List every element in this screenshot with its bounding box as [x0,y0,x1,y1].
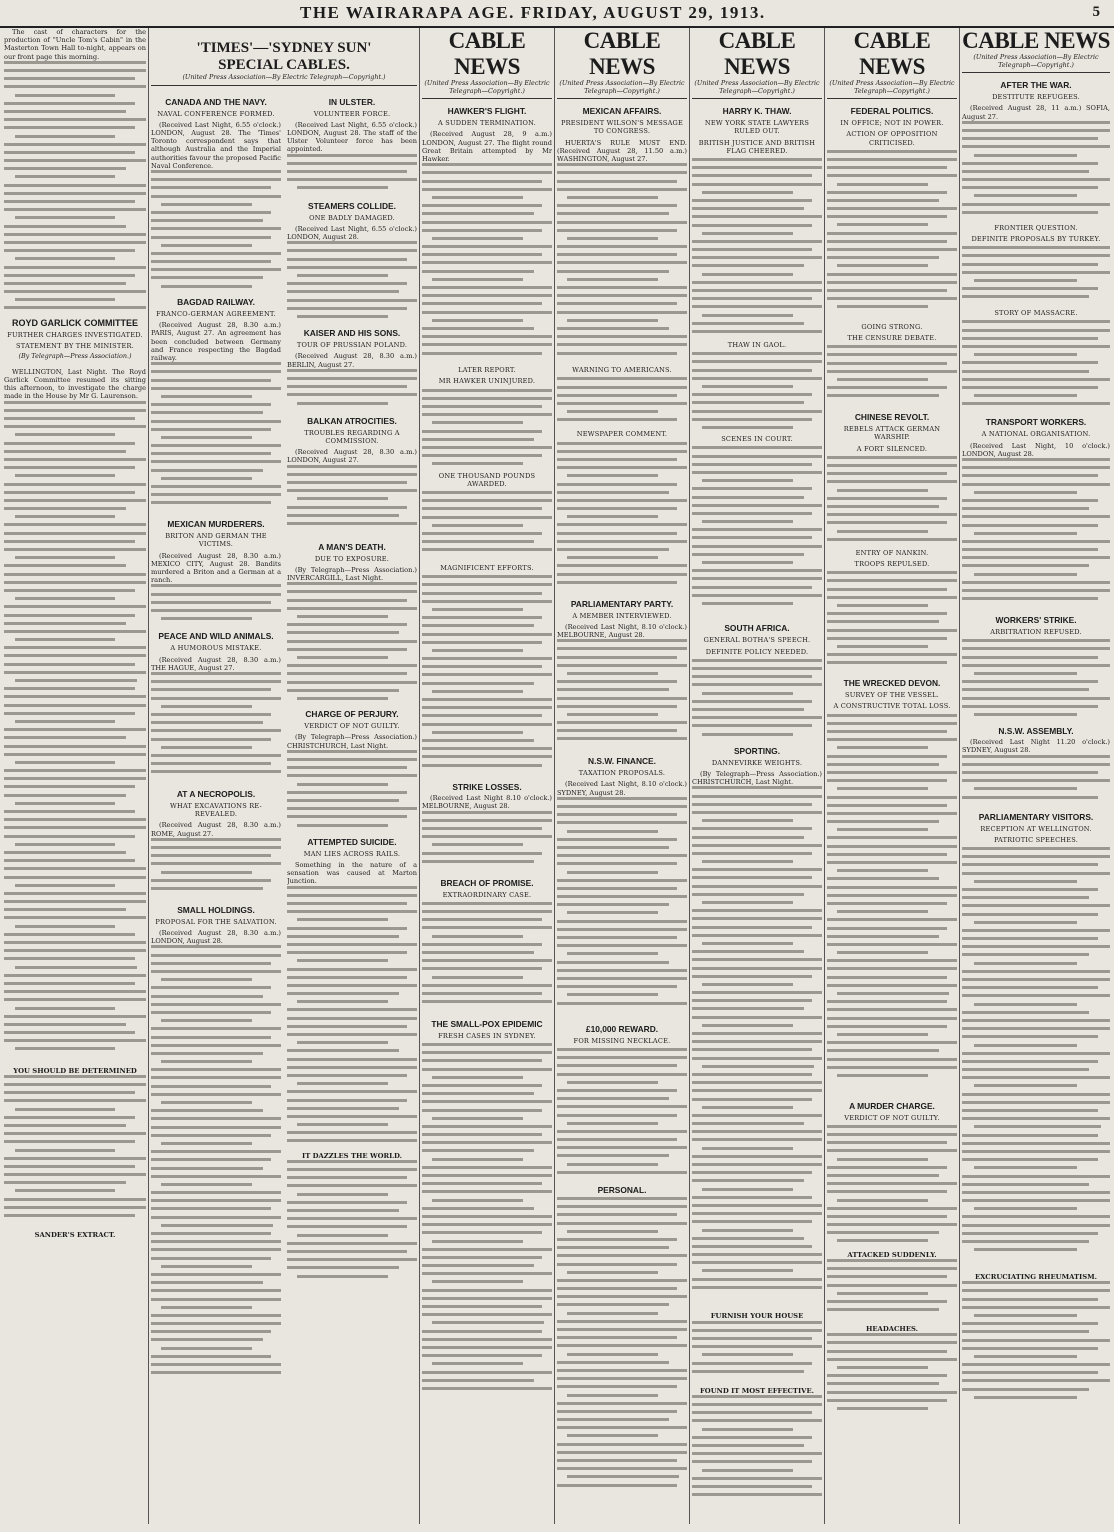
section-banner: CABLE NEWS [962,28,1110,53]
subheading: NEW YORK STATE LAWYERS RULED OUT. [704,119,810,136]
text-body [692,786,822,1306]
article [557,1185,687,1497]
text-body [151,672,281,782]
advertisement-text [692,1321,822,1381]
headline: PARLIAMENTARY PARTY. [570,598,674,609]
text-body [827,1125,957,1245]
headline: CHINESE REVOLT. [854,412,930,423]
subheading: BRITON AND GERMAN THE VICTIMS. [165,532,267,549]
article [827,412,957,546]
article-body: (Received Last Night, 6.55 o'clock.) LONDON, August 28. [287,224,417,242]
text-body [827,571,957,671]
subheading: TAXATION PROPOSALS. [578,769,666,778]
credit-line: (United Press Association—By Electric Telegraph—Copyright.) [692,80,822,99]
text-body [557,1048,687,1178]
text-body [287,582,417,702]
advertisement-heading: IT DAZZLES THE WORLD. [302,1151,402,1160]
section-title: SPECIAL CABLES. [218,57,350,73]
article-body: (Received August 28, 8.30 a.m.) MEXICO CITY, August 28. Bandits murdered a Briton and a German at a ranch. [151,551,281,585]
text-body [557,797,687,1017]
advertisement [287,1152,417,1280]
article [151,519,281,624]
article [287,709,417,830]
credit-line: (United Press Association—By Electric Telegraph—Copyright.) [151,74,417,86]
text-body [287,886,417,1146]
advertisement-heading: FURNISH YOUR HOUSE [710,1312,804,1321]
masthead-title: THE WAIRARAPA AGE. FRIDAY, AUGUST 29, 1913. [300,3,766,22]
headline: N.S.W. ASSEMBLY. [998,726,1074,737]
headline: AT A NECROPOLIS. [176,789,256,800]
subheading: ONE BADLY DAMAGED. [309,213,395,222]
subcolumn-right [287,90,417,1386]
text-body [692,446,822,616]
advertisement-signature: SANDER'S EXTRACT. [34,1230,116,1239]
headline: HARRY K. THAW. [722,106,792,117]
column-rule [689,28,690,1524]
column-cable-news-4 [827,28,957,1524]
text-body [287,465,417,535]
subheading: ACTION OF OPPOSITION CRITICISED. [846,130,938,147]
article [287,416,417,535]
text-body [962,755,1110,805]
text-body [692,158,822,338]
text-body [422,902,552,1012]
subheading: THE CENSURE DEBATE. [847,334,937,342]
subheading: A HUMOROUS MISTAKE. [170,644,262,653]
text-body [422,389,552,469]
text-body [557,163,687,363]
article [827,106,957,320]
subheading: MAN LIES ACROSS RAILS. [303,849,401,858]
text-body [827,345,957,405]
subheading: PATRIOTIC SPEECHES. [993,835,1079,844]
subheading: ONE THOUSAND POUNDS AWARDED. [438,471,536,488]
subheading: FRANCO-GERMAN AGREEMENT. [156,310,276,319]
text-body [962,639,1110,719]
subheading: VOLUNTEER FORCE. [313,109,391,118]
column-rule [959,28,960,1524]
article [692,435,822,616]
column-rule [824,28,825,1524]
subheading: FRESH CASES IN SYDNEY. [438,1031,536,1040]
text-body [962,458,1110,608]
article [287,542,417,703]
article [422,472,552,561]
headline: WORKERS' STRIKE. [995,615,1077,626]
subheading: GOING STRONG. [861,322,923,331]
headline: TRANSPORT WORKERS. [985,417,1087,428]
advertisement-text [827,1333,957,1413]
article [557,106,687,363]
headline: A MURDER CHARGE. [849,1100,935,1111]
text-body [151,838,281,898]
column-rule [554,28,555,1524]
article [287,837,417,1146]
subheading: TOUR OF PRUSSIAN POLAND. [296,341,408,350]
article [422,106,552,363]
section-banner: CABLE NEWS [853,28,931,79]
text-body [151,362,281,512]
page-number: 5 [1092,4,1100,20]
article-body: (Received August 28, 8.30 a.m.) PARIS, August 27. An agreement has been concluded between Germany and France respecting the Bagdad railway. [151,321,281,363]
subheading: NAVAL CONFERENCE FORMED. [157,109,275,118]
column-cable-news-2 [557,28,687,1524]
column-cable-news-3 [692,28,822,1524]
subheading: STORY OF MASSACRE. [994,309,1078,318]
subheading: FURTHER CHARGES INVESTIGATED. [7,330,143,339]
headline: THE WRECKED DEVON. [843,678,941,689]
article-body: (Received August 28, 11 a.m.) SOFIA, August 27. [962,104,1110,121]
text-body [962,121,1110,221]
article [962,812,1110,1267]
headline: SPORTING. [733,745,781,756]
article [422,878,552,1012]
headline: THE SMALL-POX EPIDEMIC [431,1018,543,1029]
text-body [827,714,957,1094]
subheading: MR HAWKER UNINJURED. [438,377,536,386]
subheading: A FORT SILENCED. [856,444,928,453]
article [557,366,687,427]
text-body [4,401,146,1061]
text-body [557,377,687,427]
subheading: IN OFFICE; NOT IN POWER. [840,119,944,128]
subheading: NEWSPAPER COMMENT. [576,430,668,439]
article [962,80,1110,221]
credit-line: (United Press Association—By Electric Telegraph—Copyright.) [422,80,552,99]
subheading: RECEPTION AT WELLINGTON. [980,824,1092,833]
article-body: (Received Last Night, 8.10 o'clock.) MELBOURNE, August 28. [557,622,687,640]
advertisement-heading: YOU SHOULD BE DETERMINED [13,1066,137,1075]
subheading: A SUDDEN TERMINATION. [438,119,536,128]
article-body: (Received Last Night 11.20 o'clock.) SYDNEY, August 28. [962,738,1110,755]
article [962,309,1110,410]
headline: HAWKER'S FLIGHT. [447,106,527,117]
advertisement-heading: EXCRUCIATING RHEUMATISM. [974,1273,1098,1282]
subheading: FOR MISSING NECKLACE. [573,1036,671,1045]
text-body [422,1043,552,1403]
headline: BREACH OF PROMISE. [440,877,534,888]
article-body: (Received Last Night, 10 o'clock.) LONDON, August 28. [962,441,1110,458]
subheading: A CONSTRUCTIVE TOTAL LOSS. [833,702,951,711]
subheading: ENTRY OF NANKIN. [855,548,929,557]
subheading: A MEMBER INTERVIEWED. [572,611,672,620]
article [422,782,552,870]
article [557,756,687,1017]
headline: ROYD GARLICK COMMITTEE [12,317,138,328]
headline: N.S.W. FINANCE. [588,756,656,767]
text-body [827,150,957,320]
subheading: FRONTIER QUESTION. [994,223,1078,232]
advertisement-text [692,1395,822,1505]
headline: CHARGE OF PERJURY. [305,709,399,720]
advertisement-text [962,1281,1110,1401]
headline: SOUTH AFRICA. [724,623,790,634]
article [827,323,957,405]
subheading: SURVEY OF THE VESSEL. [845,691,939,700]
subheading: LATER REPORT. [458,366,516,375]
subheading: STATEMENT BY THE MINISTER. [16,342,134,351]
column-cable-news-5 [962,28,1110,1524]
article [827,678,957,1093]
article [827,549,957,671]
article-body: (Received August 28, 8.30 a.m.) LONDON, August 27. [287,448,417,465]
text-body [827,456,957,546]
advertisement-heading: FOUND IT MOST EFFECTIVE. [699,1386,814,1395]
article [151,905,281,1386]
subheading: GENERAL BOTHA'S SPEECH. [703,636,811,645]
article [422,366,552,468]
article [692,106,822,338]
headline: BAGDAD RAILWAY. [177,297,255,308]
column-cable-news-1 [422,28,552,1524]
subheading: SCENES IN COURT. [721,435,793,444]
text-body [151,945,281,1385]
headline: FEDERAL POLITICS. [850,106,934,117]
section-title: 'TIMES'—'SYDNEY SUN' [196,40,372,56]
subheading: EXTRAORDINARY CASE. [442,890,532,899]
article-body: (Received August 28, 9 a.m.) LONDON, August 27. The flight round Great Britain attempted by Mr Hawker. [422,130,552,163]
article [287,328,417,409]
section-banner: CABLE NEWS [448,28,526,79]
text-body [287,241,417,321]
subheading: DUE TO EXPOSURE. [314,554,390,563]
article [422,564,552,775]
text-body [962,246,1110,306]
article-body: (Received Last Night 8.10 o'clock.) MELBOURNE, August 28. [422,794,552,811]
text-body [557,1197,687,1497]
headline: PERSONAL. [597,1185,647,1196]
article [557,430,687,591]
advertisement [827,1325,957,1413]
subheading: BRITISH JUSTICE AND BRITISH FLAG CHEERED. [698,138,816,155]
advertisement-text [827,1259,957,1319]
text-body [422,163,552,363]
subheading: MAGNIFICENT EFFORTS. [440,564,534,573]
credit-line: (United Press Association—By Electric Telegraph—Copyright.) [962,54,1110,73]
article-body: (Received Last Night, 8.10 o'clock.) SYDNEY, August 28. [557,780,687,797]
article-body: (Received August 28, 8.30 a.m.) ROME, August 27. [151,821,281,838]
advertisement [827,1251,957,1319]
advertisement [692,1387,822,1505]
subheading: TROUBLES REGARDING A COMMISSION. [304,428,400,446]
article [962,615,1110,719]
column-local-news [4,28,146,1524]
text-body [557,442,687,592]
text-body [151,584,281,624]
subheading: WHAT EXCAVATIONS RE-REVEALED. [170,802,262,819]
column-rule [419,28,420,1524]
subheading: VERDICT OF NOT GUILTY. [304,722,400,731]
article-body: (By Telegraph—Press Association.) CHRISTCHURCH, Last Night. [287,733,417,750]
article [692,341,822,432]
article-body: (Received August 28, 8.30 a.m.) BERLIN, August 27. [287,352,417,369]
text-body [422,575,552,775]
column-special-cables [151,28,417,1524]
article [692,623,822,738]
article-body: WELLINGTON, Last Night. The Royd Garlick Committee resumed its sitting this afternoon, to investigate the charge made in the House by Mr G. Laurenson. [4,367,146,401]
text-body [962,847,1110,1267]
advertisement-heading: HEADACHES. [865,1325,919,1334]
text-body [962,320,1110,410]
credit-line: (By Telegraph—Press Association.) [18,352,132,361]
section-banner: CABLE NEWS [583,28,661,79]
text-body [422,811,552,871]
subheading: DEFINITE PROPOSALS BY TURKEY. [971,235,1101,243]
headline: MEXICAN MURDERERS. [167,519,265,530]
headline: KAISER AND HIS SONS. [303,328,401,339]
subheading: ARBITRATION REFUSED. [990,628,1082,637]
article-body: Something in the nature of a sensation was caused at Marton Junction. [287,861,417,886]
subheading: DEFINITE POLICY NEEDED. [705,647,809,656]
text-body [692,352,822,432]
subheading: A NATIONAL ORGANISATION. [981,430,1091,439]
headline: SMALL HOLDINGS. [177,904,255,915]
article [962,224,1110,306]
article-body: (Received August 28, 8.30 a.m.) LONDON, August 28. [151,929,281,946]
credit-line: (United Press Association—By Electric Telegraph—Copyright.) [557,80,687,99]
subheading: VERDICT OF NOT GUILTY. [844,1113,940,1122]
advertisement [962,1273,1110,1401]
article [557,1024,687,1178]
headline: IN ULSTER. [328,96,376,107]
subheading: PROPOSAL FOR THE SALVATION. [155,917,277,926]
article [151,789,281,898]
section-banner: CABLE NEWS [718,28,796,79]
credit-line: (United Press Association—By Electric Telegraph—Copyright.) [827,80,957,99]
advertisement-text [287,1160,417,1280]
text-body [4,61,146,311]
headline: PARLIAMENTARY VISITORS. [978,811,1094,822]
text-body [287,154,417,194]
subheading: PRESIDENT WILSON'S MESSAGE TO CONGRESS. [560,119,684,136]
intro-paragraph: The cast of characters for the production of "Uncle Tom's Cabin" in the Masterton Town Hall to-night, appears on our front page this morning. [4,28,146,61]
advertisement-text [4,1075,146,1225]
subheading: THAW IN GAOL. [727,341,787,349]
masthead [0,0,1114,28]
advertisement-heading: ATTACKED SUDDENLY. [847,1250,937,1259]
subcolumn-left [151,90,281,1386]
article [827,1101,957,1245]
headline: MEXICAN AFFAIRS. [582,106,662,117]
article [151,97,281,290]
text-body [151,170,281,290]
article [287,201,417,322]
text-body [422,491,552,561]
subheading: REBELS ATTACK GERMAN WARSHIP. [843,425,941,442]
headline: A MAN'S DEATH. [318,541,386,552]
article [422,1019,552,1403]
article-body: HUERTA'S RULE MUST END. (Received August 28, 11.50 a.m.) WASHINGTON, August 27. [557,138,687,163]
headline: ATTEMPTED SUICIDE. [307,836,397,847]
headline: STEAMERS COLLIDE. [308,200,396,211]
text-body [287,750,417,830]
article [151,631,281,782]
headline: CANADA AND THE NAVY. [165,96,267,107]
article-body: (By Telegraph—Press Association.) CHRISTCHURCH, Last Night. [692,770,822,787]
article [287,97,417,194]
article [692,746,822,1307]
headline: STRIKE LOSSES. [452,782,522,793]
article-body: (Received August 28, 8.30 a.m.) THE HAGUE, August 27. [151,655,281,672]
subheading: TROOPS REPULSED. [854,560,930,569]
article [151,297,281,512]
article [962,417,1110,608]
text-body [287,369,417,409]
article-body: (Received Last Night, 6.55 o'clock.) LONDON, August 28. The 'Times' Toronto correspondent says that although Australia and the Imperial authorities favour the proposed Pacific Naval Conference. [151,120,281,170]
article [557,599,687,750]
subheading: WARNING TO AMERICANS. [572,366,672,375]
advertisement [692,1312,822,1380]
headline: £10,000 REWARD. [585,1023,659,1034]
subheading: DESTITUTE REFUGEES. [992,93,1080,102]
article-body: (By Telegraph—Press Association.) INVERCARGILL, Last Night. [287,565,417,583]
text-body [557,639,687,749]
article [962,726,1110,804]
headline: AFTER THE WAR. [1000,80,1072,91]
headline: PEACE AND WILD ANIMALS. [158,631,274,642]
subheading: DANNEVIRKE WEIGHTS. [711,758,803,767]
article-body: (Received Last Night, 6.55 o'clock.) LONDON, August 28. The staff of the Ulster Volunteer force has been appointed. [287,120,417,154]
column-rule [148,28,149,1524]
text-body [692,659,822,739]
headline: BALKAN ATROCITIES. [307,415,397,426]
